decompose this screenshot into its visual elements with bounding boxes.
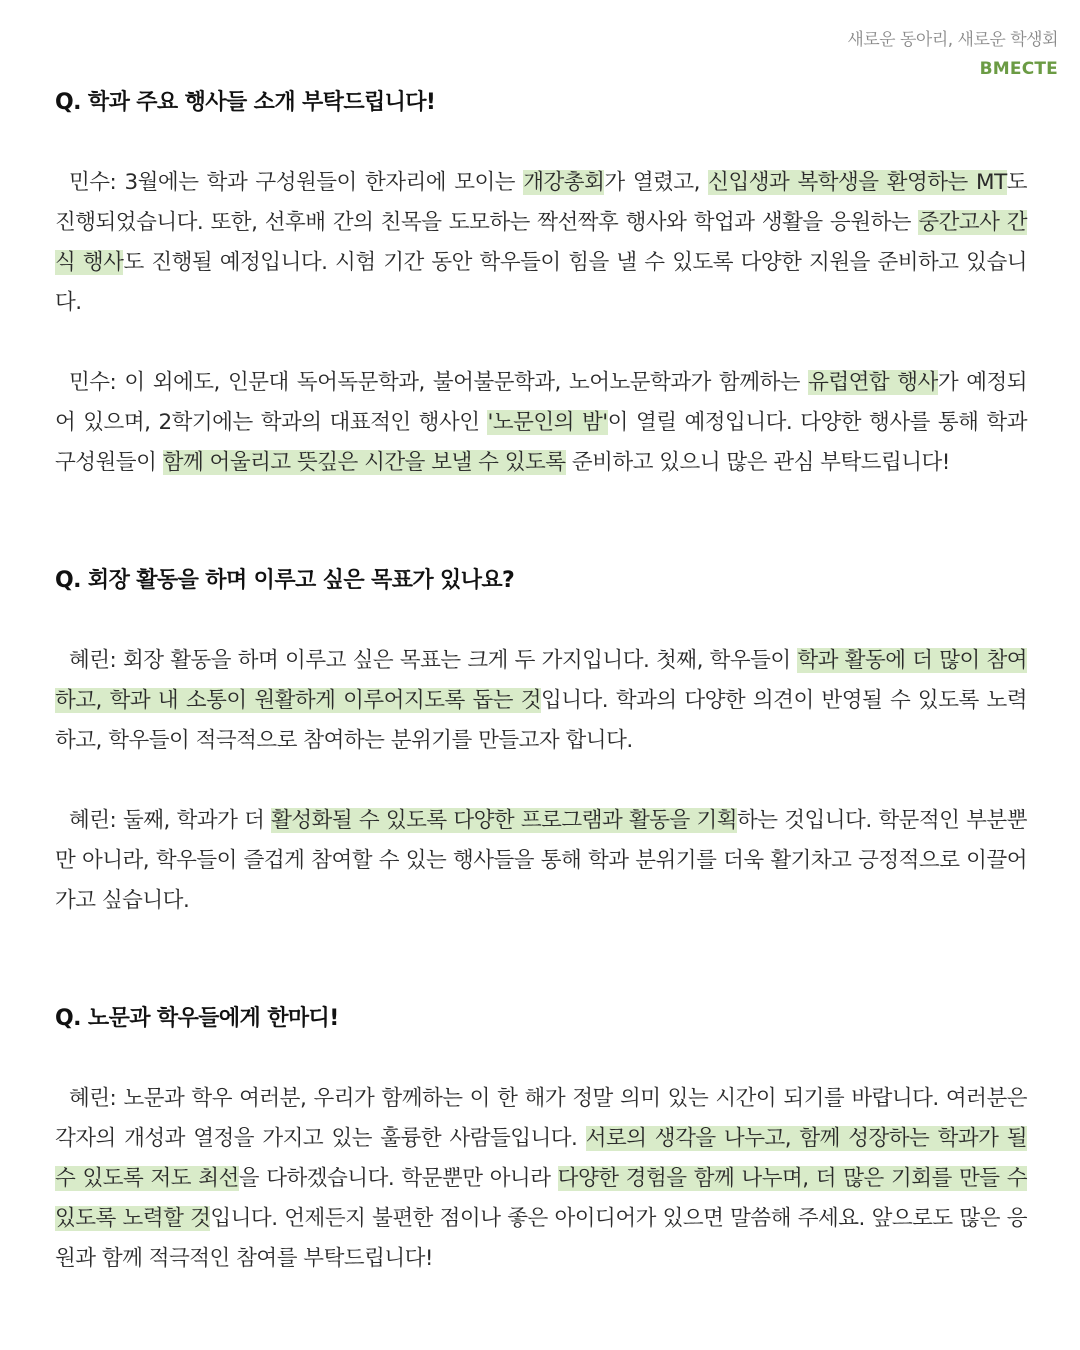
text-segment: 민수: 3월에는 학과 구성원들이 한자리에 모이는 [69,170,524,195]
text-segment: 혜린: 회장 활동을 하며 이루고 싶은 목표는 크게 두 가지입니다. 첫째, 학우들이 [69,648,798,673]
text-segment: 가 예정되어 있으며, 2학기에는 학과의 대표적인 행사인 [55,370,1027,435]
question-heading: Q. 학과 주요 행사들 소개 부탁드립니다! [55,90,436,115]
highlighted-phrase: 개강총회 [523,170,605,195]
text-segment: 도 진행될 예정입니다. 시험 기간 동안 학우들이 힘을 낼 수 있도록 다양한 지원을 준비하고 있습니다. [55,250,1027,315]
text-segment: 혜린: 둘째, 학과가 더 [69,808,272,833]
text-segment: 가 열렸고, [604,170,709,195]
highlighted-phrase: 학과 활동에 더 많이 참여하고, 학과 내 소통이 원활하게 이루어지도록 돕는 것 [55,648,1028,713]
text-segment: 도 진행되었습니다. 또한, 선후배 간의 친목을 도모하는 짝선짝후 행사와 학업과 생활을 응원하는 [55,170,1027,235]
page-header [847,26,1058,84]
text-segment: 을 다하겠습니다. 학문뿐만 아니라 [238,1166,558,1191]
question-heading: Q. 노문과 학우들에게 한마디! [55,1006,339,1031]
highlighted-phrase: 서로의 생각을 나누고, 함께 성장하는 학과가 될 수 있도록 저도 최선 [55,1126,1027,1191]
interview-content [55,83,1027,1279]
highlighted-phrase: '노문인의 밤' [487,410,608,435]
text-segment: 하는 것입니다. 학문적인 부분뿐만 아니라, 학우들이 즐겁게 참여할 수 있는 행사들을 통해 학과 분위기를 더욱 활기차고 긍정적으로 이끌어가고 싶습니다. [55,808,1027,913]
text-segment: 민수: 이 외에도, 인문대 독어독문학과, 불어불문학과, 노어노문학과가 함께하는 [69,370,809,395]
section-events [55,83,1027,483]
text-segment: 입니다. 학과의 다양한 의견이 반영될 수 있도록 노력하고, 학우들이 적극적으로 참여하는 분위기를 만들고자 합니다. [55,688,1027,753]
text-segment: 입니다. 언제든지 불편한 점이나 좋은 아이디어가 있으면 말씀해 주세요. 앞으로도 많은 응원과 함께 적극적인 참여를 부탁드립니다! [55,1206,1027,1271]
text-segment: 준비하고 있으니 많은 관심 부탁드립니다! [565,450,950,475]
answer-paragraph [55,363,1027,483]
highlighted-phrase: 함께 어울리고 뜻깊은 시간을 보낼 수 있도록 [162,450,566,475]
answer-paragraph [55,801,1027,921]
highlighted-phrase: 다양한 경험을 함께 나누며, 더 많은 기회를 만들 수 있도록 노력할 것 [55,1166,1027,1231]
highlighted-phrase: 유럽연합 행사 [808,370,938,395]
highlighted-phrase: 신입생과 복학생을 환영하는 MT [708,170,1007,195]
text-segment: 혜린: 노문과 학우 여러분, 우리가 함께하는 이 한 해가 정말 의미 있는 시간이 되기를 바랍니다. 여러분은 각자의 개성과 열정을 가지고 있는 훌륭한 사람들입니다. [55,1086,1027,1151]
answer-paragraph [55,163,1027,323]
header-subtitle: 새로운 동아리, 새로운 학생회 [847,30,1058,50]
section-message [55,999,1027,1279]
highlighted-phrase: 중간고사 간식 행사 [55,210,1027,275]
highlighted-phrase: 활성화될 수 있도록 다양한 프로그램과 활동을 기획 [271,808,737,833]
text-segment: 이 열릴 예정입니다. 다양한 행사를 통해 학과 구성원들이 [55,410,1027,475]
answer-paragraph [55,1079,1027,1279]
question-heading: Q. 회장 활동을 하며 이루고 싶은 목표가 있나요? [55,568,515,593]
answer-paragraph [55,641,1027,761]
section-goals [55,561,1027,921]
brand-name: BMECTE [979,59,1058,79]
